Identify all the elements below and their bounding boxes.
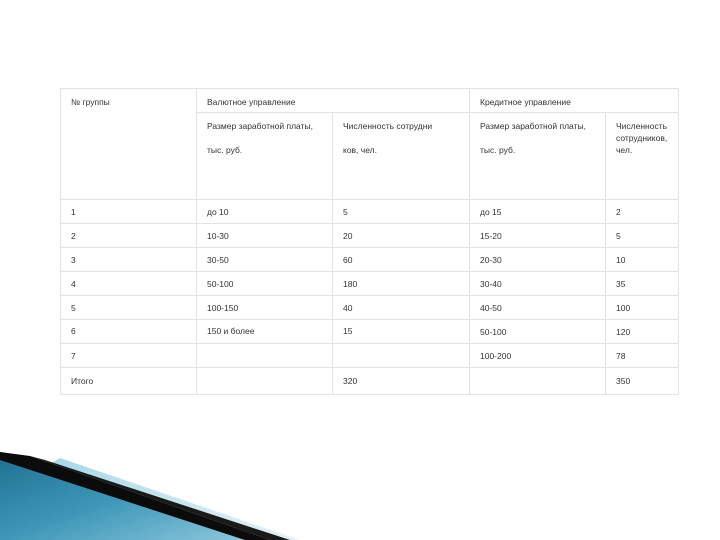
cell-total-credit-salary	[470, 368, 606, 395]
cell-currency-salary: 100-150	[197, 296, 333, 320]
total-row	[61, 368, 679, 395]
cell-credit-count: 10	[606, 248, 679, 272]
header-currency-count	[333, 113, 470, 200]
cell-currency-salary: до 10	[197, 200, 333, 224]
header-credit-salary	[470, 113, 606, 200]
header-currency-department: Валютное управление	[197, 89, 470, 113]
cell-currency-salary: 50-100	[197, 272, 333, 296]
header-credit-count-line3: чел.	[616, 145, 633, 155]
header-credit-count-line1: Численность	[616, 121, 668, 131]
cell-credit-salary: 100-200	[470, 344, 606, 368]
cell-credit-salary: 20-30	[470, 248, 606, 272]
header-currency-salary	[197, 113, 333, 200]
data-table-container	[60, 88, 678, 395]
cell-currency-count: 15	[333, 320, 470, 344]
cell-group: 2	[61, 224, 197, 248]
cell-group: 3	[61, 248, 197, 272]
header-row-columns	[61, 113, 679, 200]
cell-credit-salary: 50-100	[470, 320, 606, 344]
cell-group: 4	[61, 272, 197, 296]
cell-group: 5	[61, 296, 197, 320]
cell-group: 7	[61, 344, 197, 368]
table-row	[61, 272, 679, 296]
cell-total-currency-salary	[197, 368, 333, 395]
cell-credit-count: 35	[606, 272, 679, 296]
cell-currency-salary	[197, 344, 333, 368]
table-row	[61, 296, 679, 320]
cell-group: 1	[61, 200, 197, 224]
header-currency-salary-line2: тыс. руб.	[207, 145, 243, 155]
header-row-departments	[61, 89, 679, 113]
header-credit-department: Кредитное управление	[470, 89, 679, 113]
cell-credit-count: 100	[606, 296, 679, 320]
table-row	[61, 224, 679, 248]
header-group-no: № группы	[61, 89, 197, 113]
cell-credit-count: 5	[606, 224, 679, 248]
header-credit-count	[606, 113, 679, 200]
cell-credit-count: 78	[606, 344, 679, 368]
table-row	[61, 200, 679, 224]
decorative-corner-stripes	[0, 430, 720, 540]
header-group-no-cont	[61, 113, 197, 200]
cell-currency-count: 180	[333, 272, 470, 296]
cell-currency-count: 20	[333, 224, 470, 248]
header-credit-salary-line2: тыс. руб.	[480, 145, 516, 155]
table-row	[61, 248, 679, 272]
header-currency-salary-line1: Размер заработной платы,	[207, 121, 313, 131]
cell-currency-count: 5	[333, 200, 470, 224]
cell-credit-salary: 40-50	[470, 296, 606, 320]
cell-credit-salary: до 15	[470, 200, 606, 224]
table-row	[61, 344, 679, 368]
cell-currency-count: 40	[333, 296, 470, 320]
header-currency-count-line1: Численность сотрудни	[343, 121, 433, 131]
header-credit-salary-line1: Размер заработной платы,	[480, 121, 586, 131]
header-credit-count-line2: сотрудников,	[616, 133, 668, 143]
header-currency-count-line2: ков, чел.	[343, 145, 377, 155]
cell-currency-salary: 150 и более	[197, 320, 333, 344]
cell-total-currency-count: 320	[333, 368, 470, 395]
cell-currency-count: 60	[333, 248, 470, 272]
cell-currency-count	[333, 344, 470, 368]
cell-total-credit-count: 350	[606, 368, 679, 395]
cell-group: 6	[61, 320, 197, 344]
cell-credit-count: 120	[606, 320, 679, 344]
cell-currency-salary: 10-30	[197, 224, 333, 248]
cell-total-label: Итого	[61, 368, 197, 395]
cell-credit-salary: 30-40	[470, 272, 606, 296]
cell-credit-salary: 15-20	[470, 224, 606, 248]
salary-table	[60, 88, 679, 395]
cell-credit-count: 2	[606, 200, 679, 224]
table-row	[61, 320, 679, 344]
cell-currency-salary: 30-50	[197, 248, 333, 272]
